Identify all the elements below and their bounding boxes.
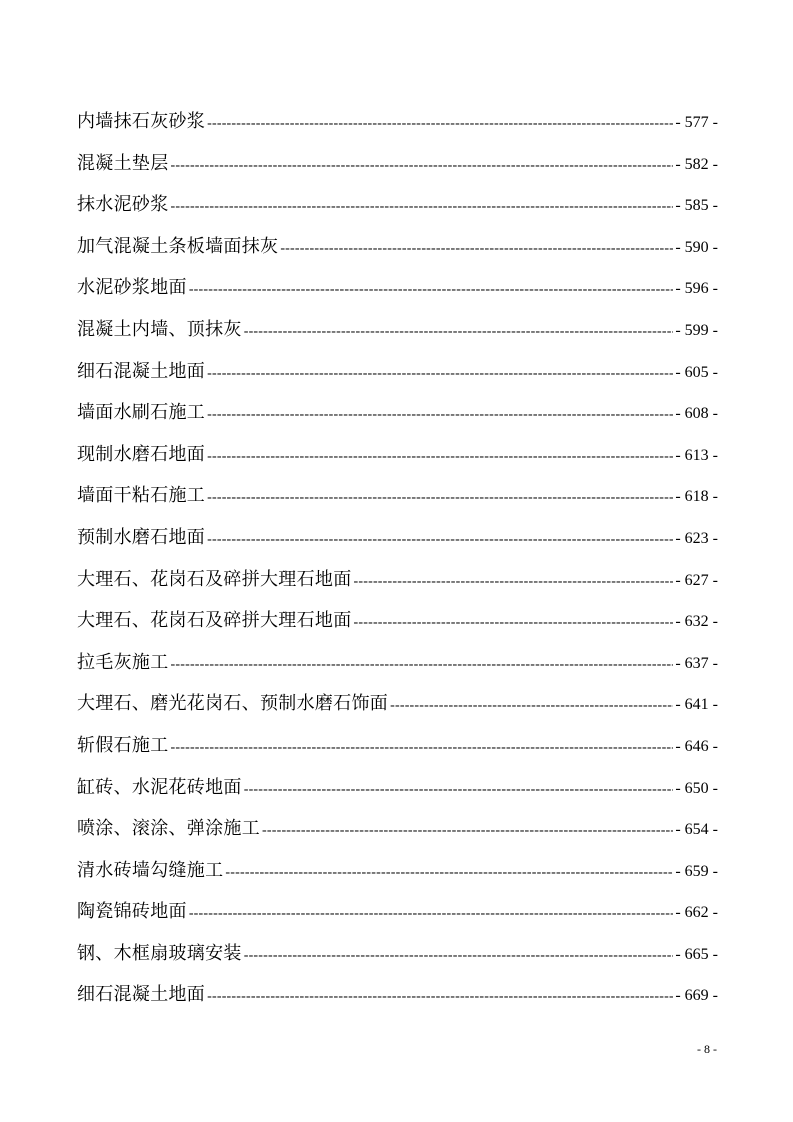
toc-entry[interactable]	[77, 974, 718, 1016]
toc-dot-leader	[207, 477, 673, 519]
toc-dot-leader	[225, 852, 673, 894]
toc-dot-leader	[171, 186, 674, 228]
toc-entry-title: 喷涂、滚涂、弹涂施工	[77, 818, 260, 840]
toc-entry-title: 预制水磨石地面	[77, 526, 206, 548]
toc-entry[interactable]	[77, 226, 718, 268]
toc-entry-page: - 623 -	[675, 529, 718, 547]
toc-dot-leader	[189, 269, 674, 311]
toc-entry-page: - 646 -	[675, 737, 718, 755]
toc-dot-leader	[244, 935, 674, 977]
toc-entry[interactable]	[77, 891, 718, 933]
toc-entry[interactable]	[77, 309, 718, 351]
toc-entry-title: 混凝土内墙、顶抹灰	[77, 318, 242, 340]
toc-dot-leader	[244, 311, 674, 353]
toc-entry[interactable]	[77, 683, 718, 725]
toc-entry-title: 清水砖墙勾缝施工	[77, 859, 224, 881]
toc-dot-leader	[354, 561, 674, 603]
toc-entry-title: 斩假石施工	[77, 734, 169, 756]
toc-dot-leader	[280, 228, 673, 270]
toc-dot-leader	[262, 810, 673, 852]
toc-dot-leader	[207, 436, 673, 478]
toc-entry-page: - 605 -	[675, 363, 718, 381]
toc-entry[interactable]	[77, 475, 718, 517]
toc-entry-title: 陶瓷锦砖地面	[77, 901, 187, 923]
toc-entry-title: 水泥砂浆地面	[77, 277, 187, 299]
toc-entry[interactable]	[77, 850, 718, 892]
toc-dot-leader	[244, 769, 674, 811]
toc-entry[interactable]	[77, 600, 718, 642]
toc-dot-leader	[207, 103, 673, 145]
toc-entry-title: 拉毛灰施工	[77, 651, 169, 673]
toc-entry-title: 现制水磨石地面	[77, 443, 206, 465]
toc-entry-title: 抹水泥砂浆	[77, 194, 169, 216]
toc-entry-title: 大理石、磨光花岗石、预制水磨石饰面	[77, 693, 389, 715]
toc-entry[interactable]	[77, 267, 718, 309]
toc-dot-leader	[354, 602, 674, 644]
toc-entry-title: 大理石、花岗石及碎拼大理石地面	[77, 610, 352, 632]
toc-entry[interactable]	[77, 642, 718, 684]
toc-entry-title: 缸砖、水泥花砖地面	[77, 776, 242, 798]
toc-entry-page: - 669 -	[675, 987, 718, 1005]
toc-entry-title: 大理石、花岗石及碎拼大理石地面	[77, 568, 352, 590]
toc-dot-leader	[189, 893, 674, 935]
toc-entry-page: - 659 -	[675, 862, 718, 880]
toc-entry-page: - 650 -	[675, 779, 718, 797]
toc-entry-page: - 665 -	[675, 945, 718, 963]
toc-entry-title: 加气混凝土条板墙面抹灰	[77, 235, 279, 257]
toc-entry[interactable]	[77, 184, 718, 226]
toc-entry-title: 墙面水刷石施工	[77, 402, 206, 424]
toc-entry-page: - 577 -	[675, 114, 718, 131]
toc-entry[interactable]	[77, 101, 718, 143]
toc-entry[interactable]	[77, 434, 718, 476]
toc-entry-page: - 654 -	[675, 821, 718, 839]
toc-entry-page: - 637 -	[675, 654, 718, 672]
toc-entry-title: 细石混凝土地面	[77, 984, 206, 1006]
page-number: - 8 -	[697, 1042, 717, 1056]
toc-dot-leader	[171, 727, 674, 769]
toc-entry-page: - 599 -	[675, 321, 718, 339]
toc-entry-title: 钢、木框扇玻璃安装	[77, 942, 242, 964]
toc-entry[interactable]	[77, 351, 718, 393]
toc-entry-page: - 662 -	[675, 904, 718, 922]
toc-entry-title: 混凝土垫层	[77, 152, 169, 174]
toc-entry-page: - 627 -	[675, 571, 718, 589]
toc-dot-leader	[171, 145, 674, 187]
toc-entry-page: - 608 -	[675, 405, 718, 423]
toc-entry-page: - 613 -	[675, 446, 718, 464]
toc-dot-leader	[207, 976, 673, 1018]
toc-entry-page: - 585 -	[675, 197, 718, 215]
toc-entry[interactable]	[77, 392, 718, 434]
toc-entry-page: - 590 -	[675, 238, 718, 256]
toc-entry[interactable]	[77, 808, 718, 850]
toc-entry[interactable]	[77, 143, 718, 185]
toc-entry-page: - 632 -	[675, 613, 718, 631]
toc-entry[interactable]	[77, 767, 718, 809]
toc-entry-page: - 582 -	[675, 155, 718, 173]
toc-dot-leader	[171, 644, 674, 686]
toc-dot-leader	[207, 353, 673, 395]
table-of-contents	[77, 101, 718, 1016]
toc-entry-title: 细石混凝土地面	[77, 360, 206, 382]
toc-dot-leader	[390, 685, 673, 727]
toc-entry-title: 墙面干粘石施工	[77, 485, 206, 507]
toc-entry-page: - 641 -	[675, 696, 718, 714]
toc-entry[interactable]	[77, 559, 718, 601]
toc-entry[interactable]	[77, 725, 718, 767]
toc-entry-title: 内墙抹石灰砂浆	[77, 111, 206, 132]
toc-dot-leader	[207, 394, 673, 436]
toc-entry[interactable]	[77, 933, 718, 975]
toc-entry-page: - 618 -	[675, 488, 718, 506]
toc-dot-leader	[207, 519, 673, 561]
toc-entry[interactable]	[77, 517, 718, 559]
toc-entry-page: - 596 -	[675, 280, 718, 298]
